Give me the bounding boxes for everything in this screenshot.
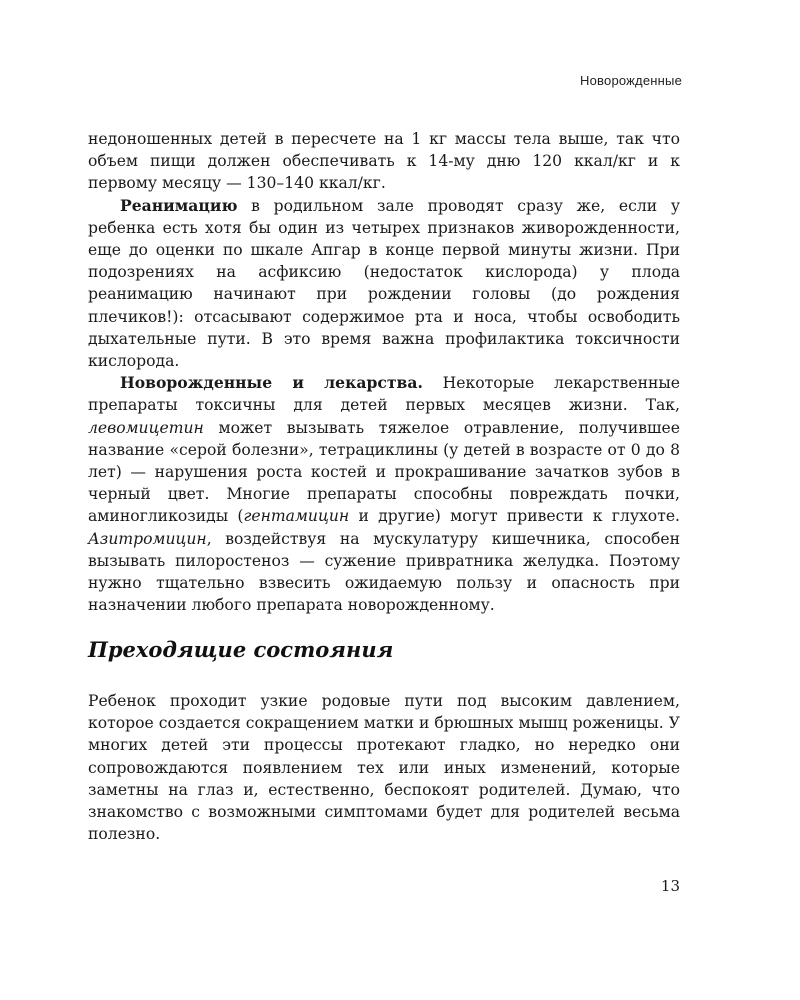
resuscitation-term: Реанимацию — [120, 195, 238, 215]
body-text-bottom — [88, 690, 680, 845]
drugs-term: Новорожденные и лекарства. — [120, 373, 423, 393]
body-text-top — [88, 128, 680, 616]
section-paragraph: Ребенок проходит узкие родовые пути под высоким давлением, которое создается сокращением матки и брюшных мышц роженицы. У многих детей эти процессы протекают гладко, но нередко они сопровождаются появлением тех или иных изменений, которые заметны на глаз и, естественно, беспокоят родителей. Думаю, что знакомство с возможными симптомами будет для родителей весьма полезно. — [88, 692, 680, 844]
drugs-text-4: , воздействуя на мускулатуру кишечника, способен вызывать пилоростеноз — сужение привратника желудка. Поэтому нужно тщательно взвесить ожидаемую пользу и опасность при назначении любого препарата новорожденному. — [88, 529, 680, 615]
drugs-text-3: и другие) могут привести к глухоте. — [349, 507, 681, 526]
drugs-paragraph — [88, 372, 680, 616]
page-number: 13 — [660, 877, 680, 895]
drug-name-gentamicin: гентамицин — [243, 507, 350, 526]
running-head: Новорожденные — [580, 73, 682, 88]
resuscitation-paragraph — [88, 195, 680, 373]
drug-name-azithromycin: Азитромицин — [88, 529, 207, 548]
drug-name-levomycetin: левомицетин — [88, 418, 204, 437]
intro-paragraph: недоношенных детей в пересчете на 1 кг массы тела выше, так что объем пищи должен обеспечивать к 14-му дню 120 ккал/кг и к первому месяцу — 130–140 ккал/кг. — [88, 130, 680, 193]
section-heading: Преходящие состояния — [88, 637, 394, 662]
resuscitation-text: в родильном зале проводят сразу же, если у ребенка есть хотя бы один из четырех признаков живорожденности, еще до оценки по шкале Апгар в конце первой минуты жизни. При подозрениях на асфиксию (недостаток кислорода) у плода реанимацию начинают при рождении головы (до рождения плечиков!): отсасывают содержимое рта и носа, чтобы освободить дыхательные пути. В это время важна профилактика токсичности кислорода. — [88, 196, 680, 371]
drugs-text-2: может вызывать тяжелое отравление, получившее название «серой болезни», тетрациклины (у детей в возрасте от 0 до 8 лет) — нарушения роста костей и прокрашивание зачатков зубов в черный цвет. Многие препараты способны повреждать почки, аминогликозиды ( — [88, 418, 680, 526]
drugs-text-1: Некоторые лекарственные препараты токсичны для детей первых месяцев жизни. Так, — [88, 374, 680, 415]
